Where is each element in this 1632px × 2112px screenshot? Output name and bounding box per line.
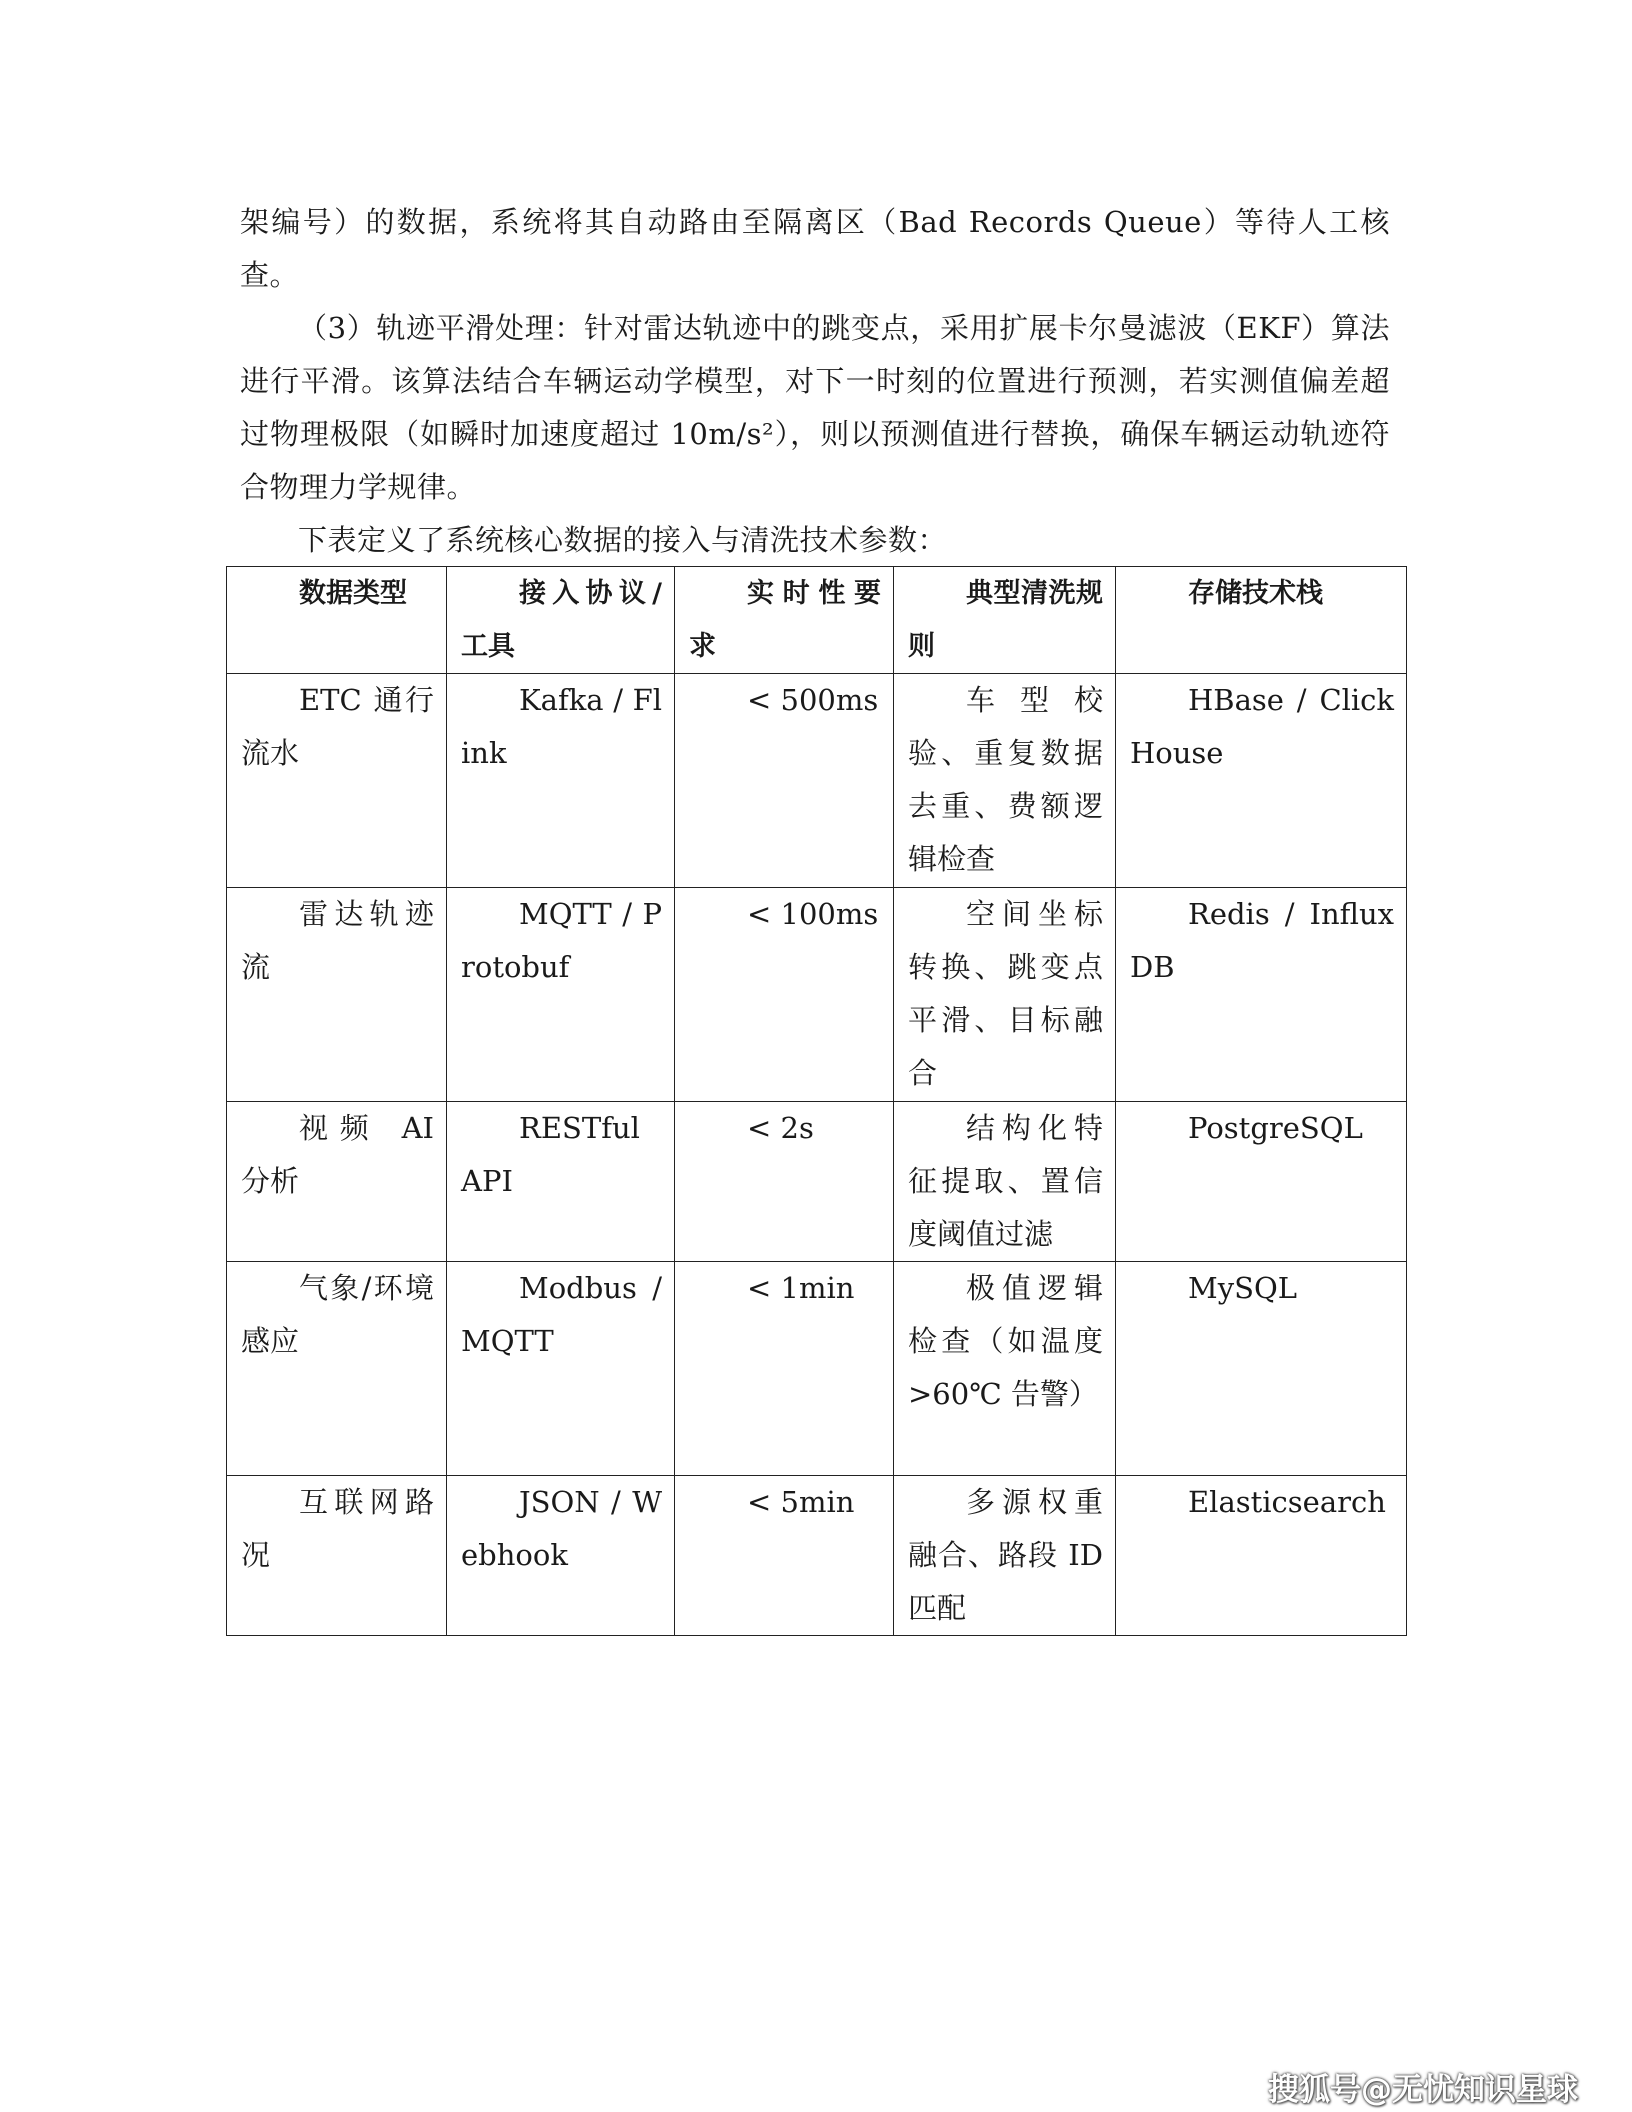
cell-storage: MySQL (1116, 1262, 1407, 1476)
cell-protocol: MQTT / Protobuf (447, 888, 675, 1102)
header-storage: 存储技术栈 (1116, 567, 1407, 674)
cell-realtime: < 1min (675, 1262, 894, 1476)
table-header-row (227, 567, 1407, 674)
data-ingestion-table (226, 566, 1407, 1636)
cell-storage: PostgreSQL (1116, 1102, 1407, 1262)
header-data-type: 数据类型 (227, 567, 447, 674)
cell-cleaning-rules: 空间坐标转换、跳变点平滑、目标融合 (894, 888, 1116, 1102)
watermark: 搜狐号@无忧知识星球 (1268, 2072, 1578, 2108)
cell-data-type: 视频 AI 分析 (227, 1102, 447, 1262)
cell-protocol: RESTful API (447, 1102, 675, 1262)
header-cleaning-rules: 典型清洗规则 (894, 567, 1116, 674)
cell-realtime: < 100ms (675, 888, 894, 1102)
paragraph-table-intro: 下表定义了系统核心数据的接入与清洗技术参数： (298, 523, 948, 557)
table-row (227, 674, 1407, 888)
table-row (227, 888, 1407, 1102)
header-realtime: 实时性要求 (675, 567, 894, 674)
table-row (227, 1476, 1407, 1636)
cell-storage: Elasticsearch (1116, 1476, 1407, 1636)
cell-data-type: 雷达轨迹流 (227, 888, 447, 1102)
cell-cleaning-rules: 结构化特征提取、置信度阈值过滤 (894, 1102, 1116, 1262)
cell-protocol: Modbus / MQTT (447, 1262, 675, 1476)
cell-data-type: 互联网路况 (227, 1476, 447, 1636)
cell-protocol: Kafka / Flink (447, 674, 675, 888)
cell-storage: Redis / InfluxDB (1116, 888, 1407, 1102)
header-protocol: 接入协议/工具 (447, 567, 675, 674)
paragraph-trajectory-smoothing: （3）轨迹平滑处理：针对雷达轨迹中的跳变点，采用扩展卡尔曼滤波（EKF）算法进行平滑。该算法结合车辆运动学模型，对下一时刻的位置进行预测，若实测值偏差超过物理极限（如瞬时加速度超过 10m/s²），则以预测值进行替换，确保车辆运动轨迹符合物理力学规律。 (240, 311, 1390, 504)
cell-cleaning-rules: 多源权重融合、路段 ID 匹配 (894, 1476, 1116, 1636)
cell-protocol: JSON / Webhook (447, 1476, 675, 1636)
table-row (227, 1262, 1407, 1476)
paragraph-bad-records: 架编号）的数据，系统将其自动路由至隔离区（Bad Records Queue）等待人工核查。 (240, 205, 1390, 292)
cell-realtime: < 2s (675, 1102, 894, 1262)
cell-storage: HBase / ClickHouse (1116, 674, 1407, 888)
cell-realtime: < 5min (675, 1476, 894, 1636)
cell-data-type: ETC 通行流水 (227, 674, 447, 888)
cell-cleaning-rules: 极值逻辑检查（如温度 >60℃ 告警） (894, 1262, 1116, 1476)
cell-realtime: < 500ms (675, 674, 894, 888)
table-row (227, 1102, 1407, 1262)
cell-data-type: 气象/环境感应 (227, 1262, 447, 1476)
cell-cleaning-rules: 车型校验、重复数据去重、费额逻辑检查 (894, 674, 1116, 888)
